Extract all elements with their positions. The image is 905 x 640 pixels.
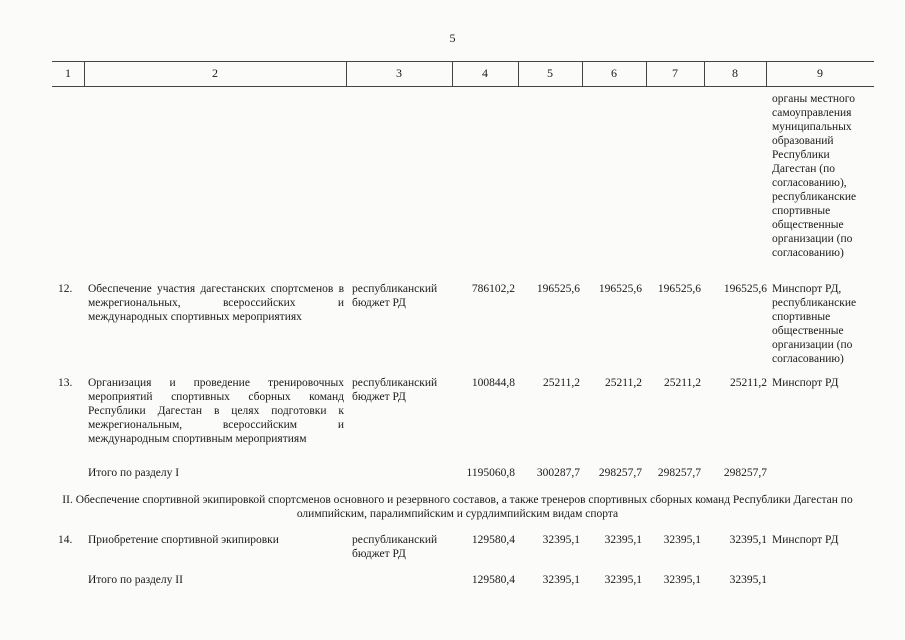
total-value: 129580,4	[471, 534, 515, 546]
year1-value: 196525,6	[536, 283, 580, 295]
funding-source: республиканский бюджет РД	[352, 377, 438, 403]
header-col-1: 1	[65, 66, 71, 80]
year1-value: 32395,1	[542, 574, 580, 586]
year4-value: 196525,6	[723, 283, 767, 295]
header-col-7: 7	[672, 66, 678, 80]
header-col-4: 4	[482, 66, 488, 80]
executor: Минспорт РД, республиканские спортивные общественные организации (по согласованию)	[772, 283, 857, 365]
year2-value: 196525,6	[598, 283, 642, 295]
year3-value: 196525,6	[657, 283, 701, 295]
total-value: 1195060,8	[466, 467, 515, 479]
year1-value: 300287,7	[536, 467, 580, 479]
subtotal-label: Итого по разделу II	[88, 574, 183, 586]
year1-value: 25211,2	[543, 377, 580, 389]
executor: Минспорт РД	[772, 377, 839, 389]
year4-value: 32395,1	[729, 534, 767, 546]
section-title: II. Обеспечение спортивной экипировкой спортсменов основного и резервного составов, а также тренеров спортивных сборных команд Республики Дагестан по олимпийским, паралимпийским и сурдлимпийским видам спорта	[62, 494, 853, 520]
header-col-5: 5	[547, 66, 553, 80]
continued-executor-cell: органы местного самоуправления муниципальных образований Республики Дагестан (по согласованию), республиканские спортивные общественные организации (по согласованию)	[772, 93, 857, 259]
year2-value: 25211,2	[605, 377, 642, 389]
funding-source: республиканский бюджет РД	[352, 283, 438, 309]
header-col-8: 8	[732, 66, 738, 80]
header-bottom-rule	[52, 86, 874, 87]
year2-value: 32395,1	[604, 534, 642, 546]
year2-value: 298257,7	[598, 467, 642, 479]
measure-name: Организация и проведение тренировочных мероприятий спортивных сборных команд Республики Дагестан в целях подготовки к межрегиональным, всероссийским и международным спортивным мероприятиям	[88, 377, 344, 445]
subtotal-label: Итого по разделу I	[88, 467, 180, 479]
year1-value: 32395,1	[542, 534, 580, 546]
measure-name: Обеспечение участия дагестанских спортсменов в межрегиональных, всероссийских и международных спортивных мероприятиях	[88, 283, 344, 323]
row-number: 14.	[58, 534, 73, 546]
header-col-3: 3	[396, 66, 402, 80]
row-number: 12.	[58, 283, 73, 295]
header-col-2: 2	[212, 66, 218, 80]
header-col-6: 6	[611, 66, 617, 80]
year4-value: 25211,2	[730, 377, 767, 389]
year4-value: 32395,1	[729, 574, 767, 586]
page-number: 5	[449, 31, 456, 45]
measure-name: Приобретение спортивной экипировки	[88, 534, 279, 546]
total-value: 786102,2	[471, 283, 515, 295]
row-number: 13.	[58, 377, 73, 389]
header-col-9: 9	[817, 66, 823, 80]
funding-source: республиканский бюджет РД	[352, 534, 438, 560]
year3-value: 298257,7	[657, 467, 701, 479]
year3-value: 32395,1	[663, 574, 701, 586]
year4-value: 298257,7	[723, 467, 767, 479]
year3-value: 25211,2	[664, 377, 701, 389]
total-value: 129580,4	[471, 574, 515, 586]
header-top-rule	[52, 61, 874, 62]
total-value: 100844,8	[471, 377, 515, 389]
executor: Минспорт РД	[772, 534, 839, 546]
year2-value: 32395,1	[604, 574, 642, 586]
year3-value: 32395,1	[663, 534, 701, 546]
